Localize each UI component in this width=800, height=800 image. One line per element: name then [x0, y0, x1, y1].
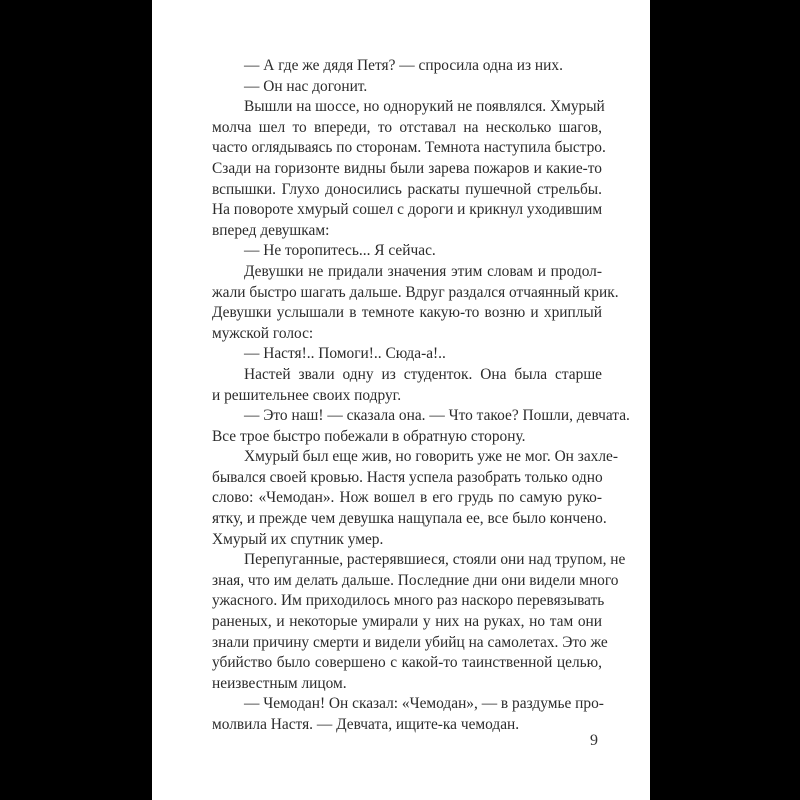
text-line: Сзади на горизонте видны были зарева пожаров и какие-то [212, 159, 602, 177]
text-line: — А где же дядя Петя? — спросила одна из них. [244, 57, 563, 74]
body-text [212, 56, 630, 736]
text-line: раненых, и некоторые умирали у них на руках, но там они [212, 613, 602, 631]
text-line: Настей звали одну из студенток. Она была старше [244, 365, 602, 383]
book-page [152, 0, 650, 800]
text-line: Хмурый их спутник умер. [212, 530, 384, 548]
text-line: убийство было совершено с какой-то таинственной целью, [212, 654, 602, 672]
text-line: — Он нас догонит. [244, 77, 368, 95]
text-line: бывался своей кровью. Настя успела разобрать только одно [212, 468, 603, 486]
text-line: — Не торопитесь... Я сейчас. [244, 242, 436, 260]
text-line: Хмурый был еще жив, но говорить уже не мог. Он захле- [244, 448, 619, 466]
text-line: неизвестным лицом. [212, 674, 347, 692]
text-line: ятку, и прежде чем девушка нащупала ее, все было кончено. [212, 510, 607, 528]
text-line: На повороте хмурый сошел с дороги и крикнул уходившим [212, 201, 603, 219]
text-line: Перепуганные, растерявшиеся, стояли они над трупом, не [244, 551, 626, 569]
text-line: часто оглядываясь по сторонам. Темнота наступила быстро. [212, 139, 606, 157]
text-line: ужасного. Им приходилось много раз наскоро перевязывать [212, 592, 605, 610]
text-line: зная, что им делать дальше. Последние дни они видели много [212, 571, 619, 589]
text-line: и решительнее своих подруг. [212, 386, 402, 404]
text-line: слово: «Чемодан». Нож вошел в его грудь по самую руко- [212, 489, 602, 507]
text-line: вспышки. Глухо доносились раскаты пушечной стрельбы. [212, 180, 602, 198]
text-line: — Чемодан! Он сказал: «Чемодан», — в раздумье про- [244, 695, 604, 713]
text-line: — Это наш! — сказала она. — Что такое? Пошли, девчата. [244, 407, 630, 425]
text-line: Вышли на шоссе, но однорукий не появлялся. Хмурый [244, 98, 605, 116]
text-line: мужской голос: [212, 324, 314, 342]
text-line: Все трое быстро побежали в обратную сторону. [212, 427, 526, 445]
text-line: молча шел то впереди, то отставал на несколько шагов, [212, 118, 602, 136]
text-line: вперед девушкам: [212, 221, 330, 239]
text-line: молвила Настя. — Девчата, ищите-ка чемодан. [212, 716, 520, 733]
text-line: Девушки не придали значения этим словам и продол- [244, 262, 602, 280]
text-line: жали быстро шагать дальше. Вдруг раздался отчаянный крик. [212, 283, 619, 301]
text-line: Девушки услышали в темноте какую-то возню и хриплый [212, 304, 602, 322]
text-line: знали причину смерти и видели убийц на самолетах. Это же [212, 633, 608, 651]
page-number: 9 [590, 732, 598, 749]
text-line: — Настя!.. Помоги!.. Сюда-а!.. [244, 345, 446, 363]
